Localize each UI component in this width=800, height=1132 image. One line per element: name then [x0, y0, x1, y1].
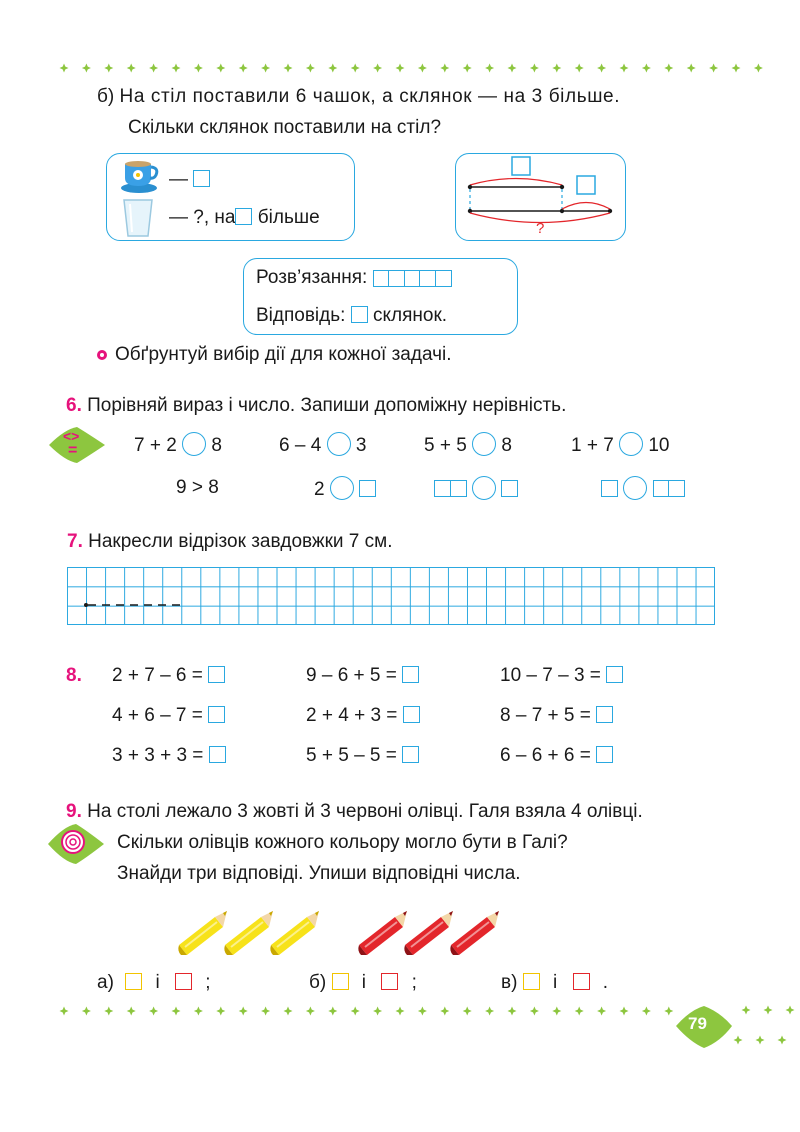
task8-expr-1-1: 2 + 7 – 6 = — [112, 664, 225, 688]
task9-answer-b: б) і ; — [309, 972, 417, 993]
star-icon — [687, 64, 696, 73]
star-icon — [351, 1007, 360, 1016]
task6-header — [66, 395, 566, 417]
solution-label: Розв’язання: — [256, 267, 368, 288]
star-icon — [597, 64, 606, 73]
star-icon — [306, 64, 315, 73]
task9-answer-c: в) і . — [501, 972, 609, 993]
task9-line1: 9. На столі лежало 3 жовті й 3 червоні олівці. Галя взяла 4 олівці. — [66, 801, 643, 822]
star-icon — [620, 1007, 629, 1016]
star-icon — [418, 1007, 427, 1016]
star-icon — [284, 1007, 293, 1016]
star-icon — [284, 64, 293, 73]
pencil-icon — [224, 911, 273, 955]
answer-label: Відповідь: — [256, 305, 346, 326]
star-icon — [575, 64, 584, 73]
pencil-icon — [358, 911, 407, 955]
star-icon — [778, 1036, 787, 1045]
star-icon — [261, 64, 270, 73]
star-icon — [82, 64, 91, 73]
star-icon — [60, 64, 69, 73]
yellow-count-box[interactable] — [125, 973, 142, 990]
task6-aux-3 — [601, 476, 685, 502]
task9-answer-a: а) і ; — [97, 972, 211, 993]
glass-more-box[interactable] — [235, 208, 252, 225]
task6-expr-4: 1 + 7 10 — [571, 432, 670, 458]
star-icon — [642, 1007, 651, 1016]
star-icon — [328, 64, 337, 73]
star-icon — [786, 1006, 795, 1015]
star-icon — [396, 64, 405, 73]
bullet-icon — [97, 350, 107, 360]
star-icon — [328, 1007, 337, 1016]
task9-line3: Знайди три відповіді. Упиши відповідні числа. — [117, 863, 521, 884]
scheme-panel — [455, 153, 626, 241]
dashed-segment-hint — [82, 600, 192, 610]
star-icon — [261, 1007, 270, 1016]
star-icon — [216, 64, 225, 73]
problem-b-label: б) — [97, 86, 115, 107]
task7-title: Накресли відрізок завдовжки 7 см. — [88, 531, 393, 552]
glass-icon — [122, 198, 154, 238]
glass-text-a: — ?, на — [169, 207, 236, 228]
answer-box[interactable] — [351, 306, 368, 323]
task8-expr-2-3: 5 + 5 – 5 = — [306, 744, 419, 768]
star-icon — [149, 64, 158, 73]
star-icon — [306, 1007, 315, 1016]
star-icon — [756, 1036, 765, 1045]
glass-row — [169, 207, 320, 229]
star-icon — [216, 1007, 225, 1016]
task8-expr-1-3: 3 + 3 + 3 = — [112, 744, 226, 768]
compare-circle[interactable] — [619, 432, 643, 456]
maze-badge-icon — [46, 822, 106, 866]
brief-panel — [106, 153, 355, 241]
red-count-box[interactable] — [175, 973, 192, 990]
star-icon — [508, 64, 517, 73]
task8-number: 8. — [66, 665, 82, 686]
star-icon — [709, 64, 718, 73]
pencil-icon — [178, 911, 227, 955]
pencil-icon — [404, 911, 453, 955]
star-icon — [664, 64, 673, 73]
star-icon — [440, 1007, 449, 1016]
task6-aux-1: 2 — [314, 476, 376, 502]
star-icon — [127, 1007, 136, 1016]
pencil-icon — [450, 911, 499, 955]
yellow-count-box[interactable] — [523, 973, 540, 990]
star-icon — [508, 1007, 517, 1016]
page-number: 79 — [688, 1014, 707, 1033]
star-icon — [642, 64, 651, 73]
star-icon — [239, 1007, 248, 1016]
star-icon — [463, 64, 472, 73]
task8-expr-3-2: 8 – 7 + 5 = — [500, 704, 613, 728]
red-pencils-illustration — [355, 905, 505, 957]
star-icon — [104, 64, 113, 73]
star-icon — [485, 64, 494, 73]
top-star-divider — [0, 62, 800, 74]
task7-header — [67, 531, 393, 553]
star-icon — [82, 1007, 91, 1016]
star-icon — [127, 64, 136, 73]
task8-expr-3-3: 6 – 6 + 6 = — [500, 744, 613, 768]
star-icon — [664, 1007, 673, 1016]
star-icon — [764, 1006, 773, 1015]
glass-text-b: більше — [257, 207, 320, 228]
compare-circle[interactable] — [182, 432, 206, 456]
task8-expr-2-1: 9 – 6 + 5 = — [306, 664, 419, 688]
cup-icon — [119, 158, 159, 194]
star-icon — [396, 1007, 405, 1016]
star-icon — [552, 64, 561, 73]
bullet-text: Обґрунтуй вибір дії для кожної задачі. — [115, 344, 452, 365]
star-icon — [530, 1007, 539, 1016]
task6-example: 9 > 8 — [176, 477, 219, 498]
star-icon — [373, 64, 382, 73]
task6-title: Порівняй вираз і число. Запиши допоміжну нерівність. — [87, 395, 567, 416]
star-icon — [104, 1007, 113, 1016]
task9-line2: Скільки олівців кожного кольору могло бути в Галі? — [117, 832, 568, 853]
solution-row — [256, 267, 452, 291]
cup-count-box[interactable] — [193, 170, 210, 187]
star-icon — [440, 64, 449, 73]
star-icon — [575, 1007, 584, 1016]
star-icon — [239, 64, 248, 73]
problem-b-text1: На стіл поставили 6 чашок, а склянок — на 3 більше. — [119, 86, 621, 107]
task6-number: 6. — [66, 395, 82, 416]
answer-unit: склянок. — [372, 305, 448, 326]
cup-dash: — — [169, 169, 188, 190]
task8-expr-3-1: 10 – 7 – 3 = — [500, 664, 623, 688]
star-icon — [530, 64, 539, 73]
red-count-box[interactable] — [573, 973, 590, 990]
solution-panel — [243, 258, 518, 335]
task8-expr-2-2: 2 + 4 + 3 = — [306, 704, 420, 728]
task7-number: 7. — [67, 531, 83, 552]
answer-row — [256, 305, 447, 327]
star-icon — [418, 64, 427, 73]
task6-expr-1: 7 + 2 8 — [134, 432, 222, 458]
cup-row — [169, 169, 210, 191]
pencil-icon — [270, 911, 319, 955]
star-icon — [597, 1007, 606, 1016]
star-icon — [373, 1007, 382, 1016]
star-icon — [754, 64, 763, 73]
yellow-pencils-illustration — [175, 905, 325, 957]
star-icon — [485, 1007, 494, 1016]
task6-aux-2 — [434, 476, 518, 502]
drawing-grid[interactable] — [67, 567, 715, 625]
problem-b-line2: Скільки склянок поставили на стіл? — [128, 117, 442, 138]
problem-b-line1 — [97, 86, 620, 108]
star-icon — [149, 1007, 158, 1016]
yellow-count-box[interactable] — [332, 973, 349, 990]
star-icon — [172, 1007, 181, 1016]
task6-expr-3: 5 + 5 8 — [424, 432, 512, 458]
star-icon — [194, 1007, 203, 1016]
star-icon — [552, 1007, 561, 1016]
star-icon — [351, 64, 360, 73]
star-icon — [172, 64, 181, 73]
star-icon — [734, 1036, 743, 1045]
compare-circle[interactable] — [327, 432, 351, 456]
task9-number: 9. — [66, 801, 82, 822]
red-count-box[interactable] — [381, 973, 398, 990]
task6-expr-2: 6 – 4 3 — [279, 432, 366, 458]
star-icon — [732, 64, 741, 73]
star-icon — [60, 1007, 69, 1016]
star-icon — [742, 1006, 751, 1015]
solution-boxes[interactable] — [373, 269, 452, 291]
bottom-star-divider — [0, 1005, 690, 1017]
compare-circle[interactable] — [472, 432, 496, 456]
star-icon — [194, 64, 203, 73]
scheme-question-mark: ? — [536, 220, 545, 237]
star-icon — [620, 64, 629, 73]
task8-expr-1-2: 4 + 6 – 7 = — [112, 704, 225, 728]
compare-badge-icon: <> = — [47, 425, 107, 465]
star-icon — [463, 1007, 472, 1016]
